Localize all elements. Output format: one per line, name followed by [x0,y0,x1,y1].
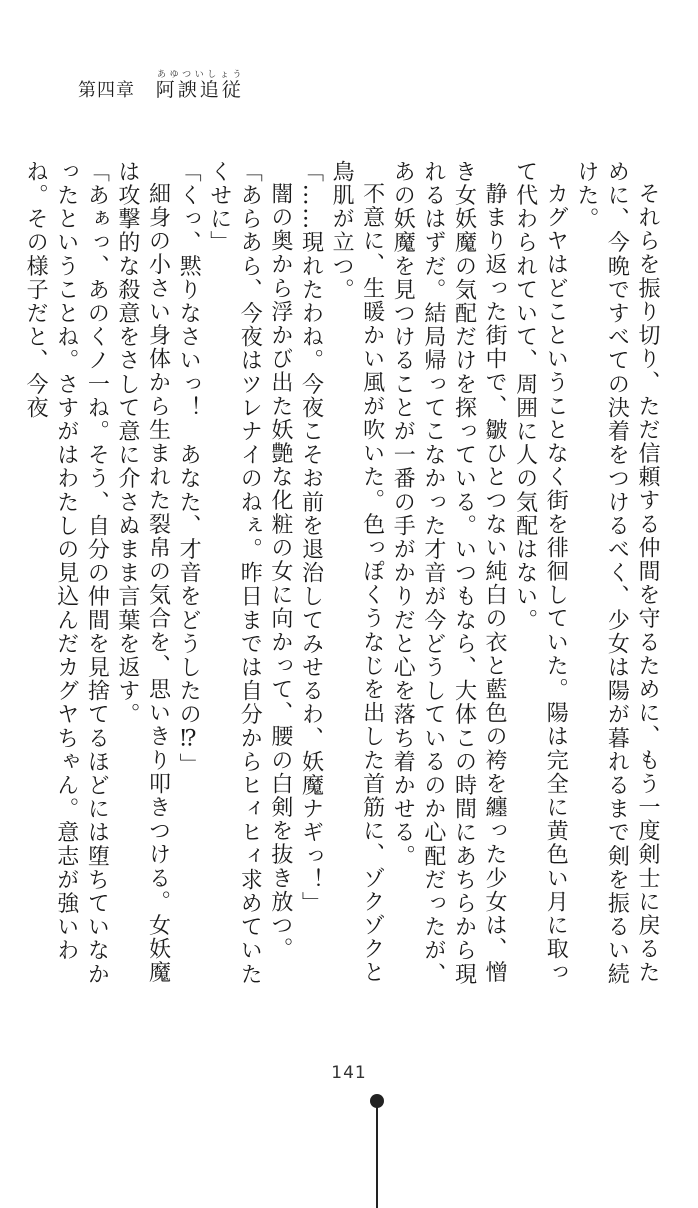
dialogue: 「くっ、黙りなさいっ！ あなた、才音をどうしたの⁉」 [176,160,202,777]
dialogue: 「あぁっ、あのくノ一ね。そう、自分の仲間を見捨てるほどには堕ちていなかったということね。さすがはわたしの見込んだカグヤちゃん。意志が強いわね。その様子だと、今夜 [23,160,110,986]
chapter-title-ruby: あゆついしょう [155,70,244,80]
dialogue: 「あらあら、今夜はツレナイのねぇ。昨日までは自分からヒィヒィ求めていたくせに」 [206,160,263,986]
chapter-header [78,70,244,102]
paragraph: 細身の小さい身体から生まれた裂帛の気合を、思いきり叩きつける。女妖魔は攻撃的な殺意をさして意に介さぬまま言葉を返す。 [114,160,171,985]
paragraph: 静まり返った街中で、皺ひとつない純白の衣と藍色の袴を纏った少女は、憎き女妖魔の気配だけを探っている。いつもなら、大体この時間にあちらから現れるはずだ。結局帰ってこなかった才音が今どうしているのか心配だったが、あの妖魔を見つけることが一番の手がかりだと心を落ち着かせる。 [390,160,508,986]
page-number: 141 [331,1063,367,1083]
folio-dot [370,1094,384,1108]
dialogue: 「……現れたわね。今夜こそお前を退治してみせるわ、妖魔ナギっ！」 [298,160,324,916]
paragraph: 不意に、生暖かい風が吹いた。色っぽくうなじを出した首筋に、ゾクゾクと鳥肌が立つ。 [329,160,385,985]
paragraph: カグヤはどこということなく街を徘徊していた。陽は完全に黄色い月に取って代わられていて、周囲に人の気配はない。 [512,160,569,985]
paragraph: それらを振り切り、ただ信頼する仲間を守るために、もう一度剣士に戻るために、今晩ですべての決着をつけるべく、少女は陽が暮れるまで剣を振るい続けた。 [573,160,660,986]
chapter-title-text: 阿諛追従 [155,79,244,101]
paragraph: 闇の奥から浮かび出た妖艶な化粧の女に向かって、腰の白剣を抜き放つ。 [267,182,293,961]
chapter-label: 第四章 [78,80,135,101]
body-text [23,160,662,1000]
chapter-title [155,70,244,101]
folio-rule [376,1098,378,1208]
